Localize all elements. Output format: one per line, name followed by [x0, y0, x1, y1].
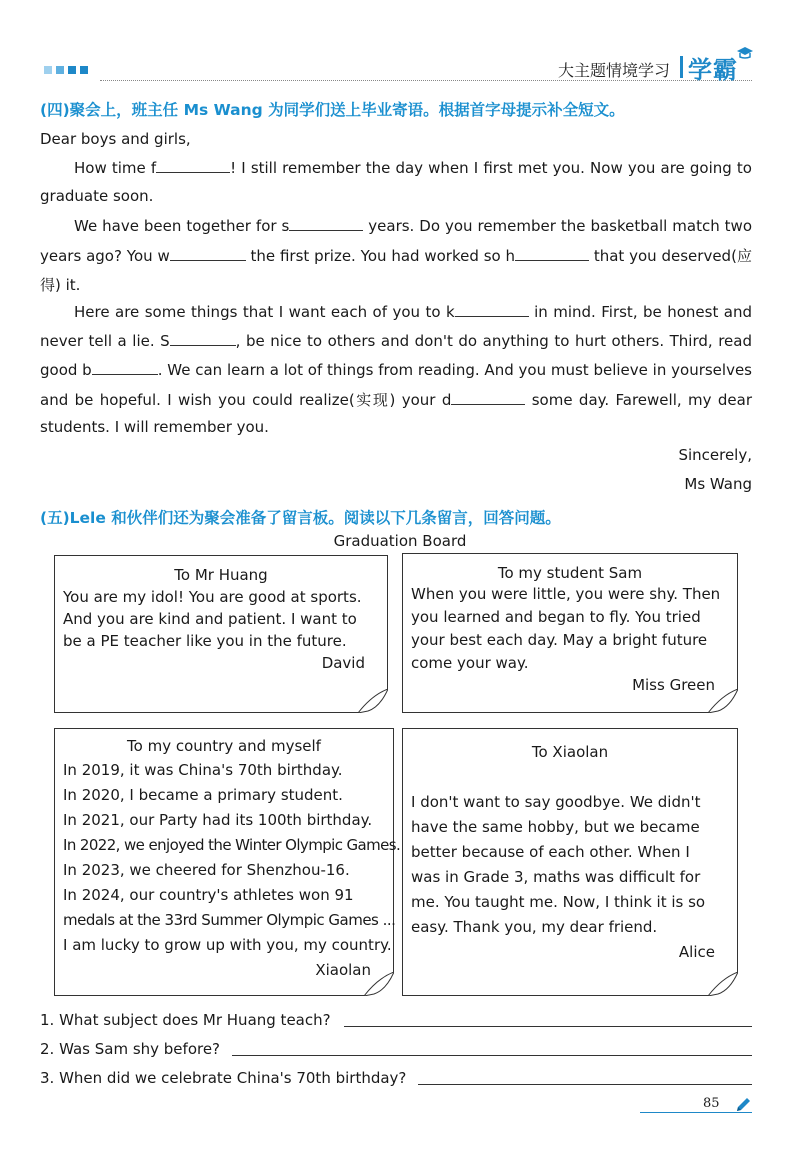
note-signature: Alice — [678, 943, 715, 961]
note-to-xiaolan — [402, 728, 738, 996]
note-line: was in Grade 3, maths was difficult for — [411, 868, 701, 886]
letter-line: graduate soon. — [40, 187, 154, 205]
page-curl-icon — [708, 689, 738, 713]
text: . We can learn a lot of things from reading. And you must believe in yourselves — [157, 361, 752, 379]
text: never tell a lie. S — [40, 332, 170, 350]
page-header — [0, 0, 800, 82]
note-line: And you are kind and patient. I want to — [63, 610, 357, 628]
note-line: I don't want to say goodbye. We didn't — [411, 793, 701, 811]
header-decoration — [44, 66, 88, 74]
note-heading: To my student Sam — [497, 564, 643, 582]
letter-greeting: Dear boys and girls, — [40, 130, 191, 148]
text: good b — [40, 361, 92, 379]
text: the first prize. You had worked so h — [245, 247, 516, 265]
note-to-sam — [402, 553, 738, 713]
text: and be hopeful. I wish you could realize(实现) your d — [40, 391, 452, 409]
brand-logo: 学霸 — [688, 56, 738, 84]
question-2: 2. Was Sam shy before? — [40, 1040, 221, 1058]
section5-title: (五)Lele 和伙伴们还为聚会准备了留言板。阅读以下几条留言，回答问题。 — [40, 509, 561, 527]
note-line: In 2022, we enjoyed the Winter Olympic Games. — [63, 836, 401, 854]
text: ! I still remember the day when I first met you. Now you are going to — [230, 159, 752, 177]
header-divider — [680, 56, 683, 78]
board-title: Graduation Board — [333, 532, 467, 550]
answer-line-1[interactable] — [344, 1026, 752, 1027]
note-line: easy. Thank you, my dear friend. — [411, 918, 658, 936]
note-heading: To Mr Huang — [174, 566, 268, 584]
note-to-mr-huang — [54, 555, 388, 713]
blank-w[interactable] — [170, 246, 246, 261]
letter-line: students. I will remember you. — [40, 418, 269, 436]
note-line: better because of each other. When I — [411, 843, 690, 861]
note-line: me. You taught me. Now, I think it is so — [411, 893, 706, 911]
letter-line — [40, 389, 752, 410]
letter-signature: Ms Wang — [684, 475, 752, 493]
note-line: In 2024, our country's athletes won 91 — [63, 886, 354, 904]
note-line: In 2020, I became a primary student. — [63, 786, 343, 804]
note-line: have the same hobby, but we became — [411, 818, 700, 836]
note-line: be a PE teacher like you in the future. — [63, 632, 347, 650]
note-line: come your way. — [411, 654, 529, 672]
question-1: 1. What subject does Mr Huang teach? — [40, 1011, 331, 1029]
note-signature: David — [321, 654, 365, 672]
letter-closing: Sincerely, — [678, 446, 752, 464]
note-heading: To Xiaolan — [531, 743, 609, 761]
blank-k[interactable] — [455, 302, 529, 317]
letter-line — [40, 245, 752, 266]
blank-h[interactable] — [515, 246, 589, 261]
note-to-my-country — [54, 728, 401, 996]
note-line: When you were little, you were shy. Then — [411, 585, 721, 603]
answer-line-3[interactable] — [418, 1084, 752, 1085]
note-line: I am lucky to grow up with you, my country. — [63, 936, 392, 954]
text: We have been together for s — [74, 217, 290, 235]
note-line: In 2019, it was China's 70th birthday. — [63, 761, 343, 779]
pencil-icon — [734, 1096, 752, 1114]
text: years. Do you remember the basketball match two — [363, 217, 752, 235]
note-line: your best each day. May a bright future — [411, 631, 708, 649]
blank-s2[interactable] — [170, 331, 236, 346]
note-line: medals at the 33rd Summer Olympic Games ... — [63, 911, 396, 929]
letter-line — [40, 216, 752, 235]
blank-f[interactable] — [156, 158, 230, 173]
letter-line — [40, 360, 752, 379]
text: How time f — [74, 159, 157, 177]
text: , be nice to others and don't do anything to hurt others. Third, read — [235, 332, 752, 350]
answer-line-2[interactable] — [232, 1055, 752, 1056]
text: Here are some things that I want each of you to k — [74, 303, 455, 321]
letter-line — [40, 158, 752, 177]
text: in mind. First, be honest and — [528, 303, 753, 321]
note-line: You are my idol! You are good at sports. — [63, 588, 362, 606]
blank-s[interactable] — [289, 216, 363, 231]
page-curl-icon — [708, 972, 738, 996]
note-heading: To my country and myself — [127, 737, 321, 755]
graduation-cap-icon — [736, 46, 754, 60]
header-title: 大主题情境学习 — [557, 61, 670, 80]
note-line: In 2021, our Party had its 100th birthday. — [63, 811, 373, 829]
page-curl-icon — [358, 689, 388, 713]
letter-line — [40, 331, 752, 350]
note-signature: Xiaolan — [315, 961, 371, 979]
note-signature: Miss Green — [632, 676, 715, 694]
text: that you deserved(应 — [589, 247, 752, 265]
blank-d[interactable] — [451, 390, 525, 405]
note-line: you learned and began to fly. You tried — [411, 608, 701, 626]
text: years ago? You w — [40, 247, 170, 265]
question-3: 3. When did we celebrate China's 70th birthday? — [40, 1069, 407, 1087]
letter-line: 得) it. — [40, 276, 81, 294]
text: some day. Farewell, my dear — [525, 391, 752, 409]
letter-line — [40, 302, 752, 321]
blank-b[interactable] — [92, 360, 158, 375]
page-number: 85 — [703, 1096, 720, 1111]
page-curl-icon — [364, 972, 394, 996]
note-line: In 2023, we cheered for Shenzhou-16. — [63, 861, 350, 879]
section4-title: (四)聚会上，班主任 Ms Wang 为同学们送上毕业寄语。根据首字母提示补全短文。 — [40, 101, 625, 119]
